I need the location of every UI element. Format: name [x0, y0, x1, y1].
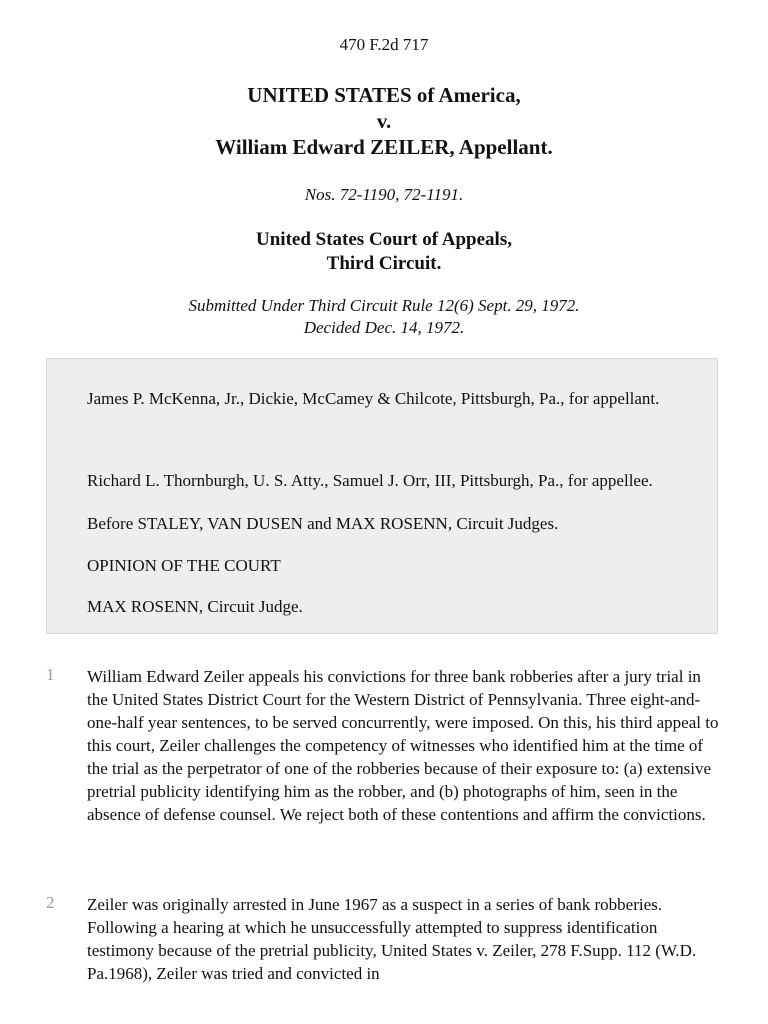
- panel-judges: Before STALEY, VAN DUSEN and MAX ROSENN, Circuit Judges.: [87, 514, 559, 533]
- docket-numbers: Nos. 72-1190, 72-1191.: [304, 185, 464, 204]
- paragraph-number: 1: [46, 665, 55, 684]
- appellant-counsel: James P. McKenna, Jr., Dickie, McCamey & Chilcote, Pittsburgh, Pa., for appellant.: [87, 389, 660, 408]
- opinion-heading: OPINION OF THE COURT: [87, 556, 281, 575]
- court-name: [0, 228, 768, 276]
- appellee-counsel: Richard L. Thornburgh, U. S. Atty., Samuel J. Orr, III, Pittsburgh, Pa., for appellee.: [87, 471, 653, 490]
- paragraph-number: 2: [46, 893, 55, 912]
- court-name-line1: United States Court of Appeals,: [256, 229, 512, 250]
- case-title-defendant: William Edward ZEILER, Appellant.: [215, 135, 553, 159]
- opinion-author: MAX ROSENN, Circuit Judge.: [87, 597, 303, 616]
- case-citation: 470 F.2d 717: [339, 35, 429, 54]
- decided-date: Decided Dec. 14, 1972.: [303, 318, 465, 337]
- case-dates: [0, 295, 768, 339]
- submitted-date: Submitted Under Third Circuit Rule 12(6) Sept. 29, 1972.: [188, 296, 580, 315]
- case-title: [0, 82, 768, 160]
- paragraph-text: William Edward Zeiler appeals his convictions for three bank robberies after a jury trial in the United States District Court for the Western District of Pennsylvania. Three eight-and-one-half year sentences, to be served concurrently, were imposed. On this, his third appeal to this court, Zeiler challenges the competency of witnesses who identified him at the time of the trial as the perpetrator of one of the robberies because of their exposure to: (a) extensive pretrial publicity identifying him as the robber, and (b) photographs of him, seen in the absence of defense counsel. We reject both of these contentions and affirm the convictions.: [87, 667, 719, 824]
- case-title-plaintiff: UNITED STATES of America,: [247, 83, 521, 107]
- counsel-box: [46, 358, 718, 634]
- court-name-line2: Third Circuit.: [326, 253, 442, 274]
- paragraph-text: Zeiler was originally arrested in June 1967 as a suspect in a series of bank robberies. Following a hearing at which he unsuccessfully attempted to suppress identification testimony because of the pretrial publicity, United States v. Zeiler, 278 F.Supp. 112 (W.D. Pa.1968), Zeiler was tried and convicted in: [87, 895, 697, 983]
- case-title-versus: v.: [376, 109, 392, 133]
